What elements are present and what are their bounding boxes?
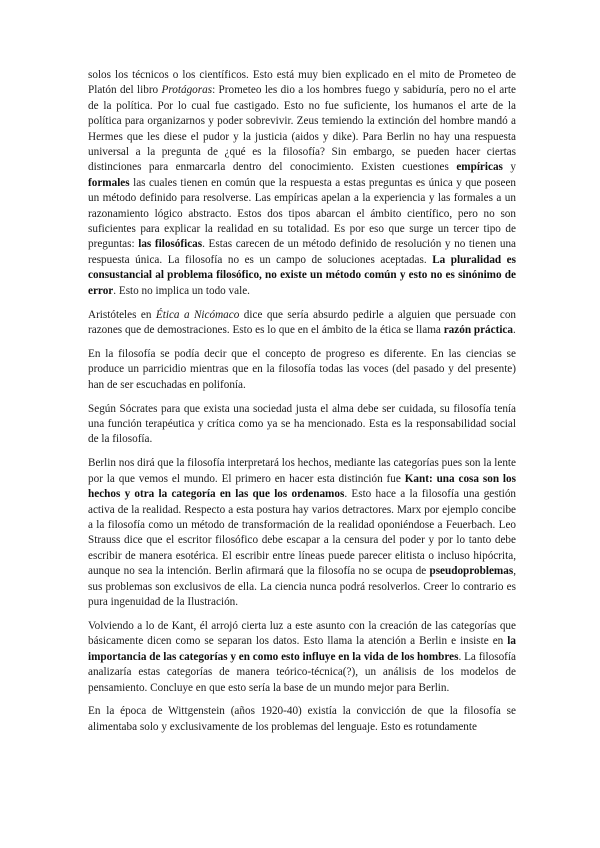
text-run: Según Sócrates para que exista una sociedad justa el alma debe ser cuidada, su filosofía tenía una función terapéutica y crítica como ya se ha mencionado. Esta es la responsabilidad social de la filosofía. <box>88 402 516 446</box>
bold-text: la importancia de las categorías y en como esto influye en la vida de los hombres <box>88 635 516 663</box>
text-run: solos los técnicos o los científicos. Esto está muy bien explicado en el mito de Prometeo de Platón del libro <box>88 69 516 97</box>
text-run: Berlin nos dirá que la filosofía interpretará los hechos, mediante las categorías pues son la lente por la que vemos el mundo. El primero en hacer esta distinción fue <box>88 457 516 485</box>
text-run: . La filosofía analizaría estas categorías de manera teórico-técnica(?), un análisis de los modelos de pensamiento. Concluye en que esto sería la base de un mundo mejor para Berlin. <box>88 650 516 694</box>
paragraph <box>88 402 516 448</box>
document-page <box>88 68 516 744</box>
text-run: las cuales tienen en común que la respuesta a estas preguntas es única y que poseen un método definido para resolverse. Las empíricas apelan a la experiencia y las formales a un razonamiento lógico abstracto. Estos dos tipos abarcan el ámbito científico, pero no son suficientes para explicar la realidad en su totalidad. Es por eso que surge un tercer tipo de preguntas: <box>88 176 516 251</box>
bold-text: empíricas <box>456 161 503 174</box>
paragraph <box>88 456 516 610</box>
text-run: , sus problemas son exclusivos de ella. La ciencia nunca podrá resolverlos. Creer lo contrario es pura ingenuidad de la Ilustración. <box>88 565 516 608</box>
text-run: . Esto no implica un todo vale. <box>113 284 250 297</box>
paragraph <box>88 347 516 393</box>
bold-text: razón práctica <box>443 324 513 336</box>
text-run: . Estas carecen de un método definido de resolución y no tienen una respuesta única. La filosofía no es un campo de soluciones aceptadas. <box>88 238 516 266</box>
text-run: Volviendo a lo de Kant, él arrojó cierta luz a este asunto con la creación de las categorías que básicamente dicen como se separan los datos. Esto llama la atención a Berlin e insiste en <box>88 619 516 648</box>
italic-text: Ética a Nicómaco <box>155 308 240 321</box>
text-run: En la época de Wittgenstein (años 1920-40) existía la convicción de que la filosofía se alimentaba solo y exclusivamente de los problemas del lenguaje. Esto es rotundamente <box>88 705 516 733</box>
text-run: y <box>502 161 516 174</box>
bold-text: formales <box>88 176 130 189</box>
paragraph <box>88 619 516 696</box>
text-run: Aristóteles en <box>88 308 156 321</box>
bold-text: las filosóficas <box>138 238 203 251</box>
text-run: . <box>512 324 516 336</box>
bold-text: Kant: una cosa son los hechos y otra la categoría en las que los ordenamos <box>88 472 516 501</box>
bold-text: La pluralidad es consustancial al problema filosófico, no existe un método común y esto no es sinónimo de error <box>88 253 516 297</box>
paragraph <box>88 308 516 339</box>
paragraph <box>88 68 516 299</box>
italic-text: Protágoras <box>161 84 213 97</box>
text-run: . Esto hace a la filosofía una gestión activa de la realidad. Respecto a esta postura hay varios detractores. Marx por ejemplo concibe a la filosofía como un método de transformación de la realidad oponiéndose a Feuerbach. Leo Strauss dice que el escritor filosófico debe escapar a la censura del poder y por lo tanto debe escribir de manera esotérica. El escribir entre líneas puede parecer elitista o incluso hipócrita, aunque no sea la intención. Berlin afirmará que la filosofía no se ocupa de <box>88 488 517 578</box>
bold-text: pseudoproblemas <box>429 565 514 578</box>
text-run: dice que sería absurdo pedirle a alguien que persuade con razones que de demostraciones. Esto es lo que en el ámbito de la ética se llama <box>88 308 517 336</box>
text-run: En la filosofía se podía decir que el concepto de progreso es diferente. En las ciencias se produce un parricidio mientras que en la filosofía todas las voces (del pasado y del presente) han de ser escuchadas en polifonía. <box>88 347 516 391</box>
paragraph <box>88 704 516 735</box>
text-run: : Prometeo les dio a los hombres fuego y sabiduría, pero no el arte de la política. Por lo cual fue castigado. Esto no fue suficiente, los humanos el arte de la política para organizarnos y poder sobrevivir. Zeus temiendo la extinción del hombre mandó a Hermes que les diese el pudor y la justicia (aidos y dike). Para Berlin no hay una respuesta universal a la pregunta de ¿qué es la filosofía? Sin embargo, se pueden hacer ciertas distinciones para enmarcarla dentro del conocimiento. Existen cuestiones <box>88 84 516 174</box>
